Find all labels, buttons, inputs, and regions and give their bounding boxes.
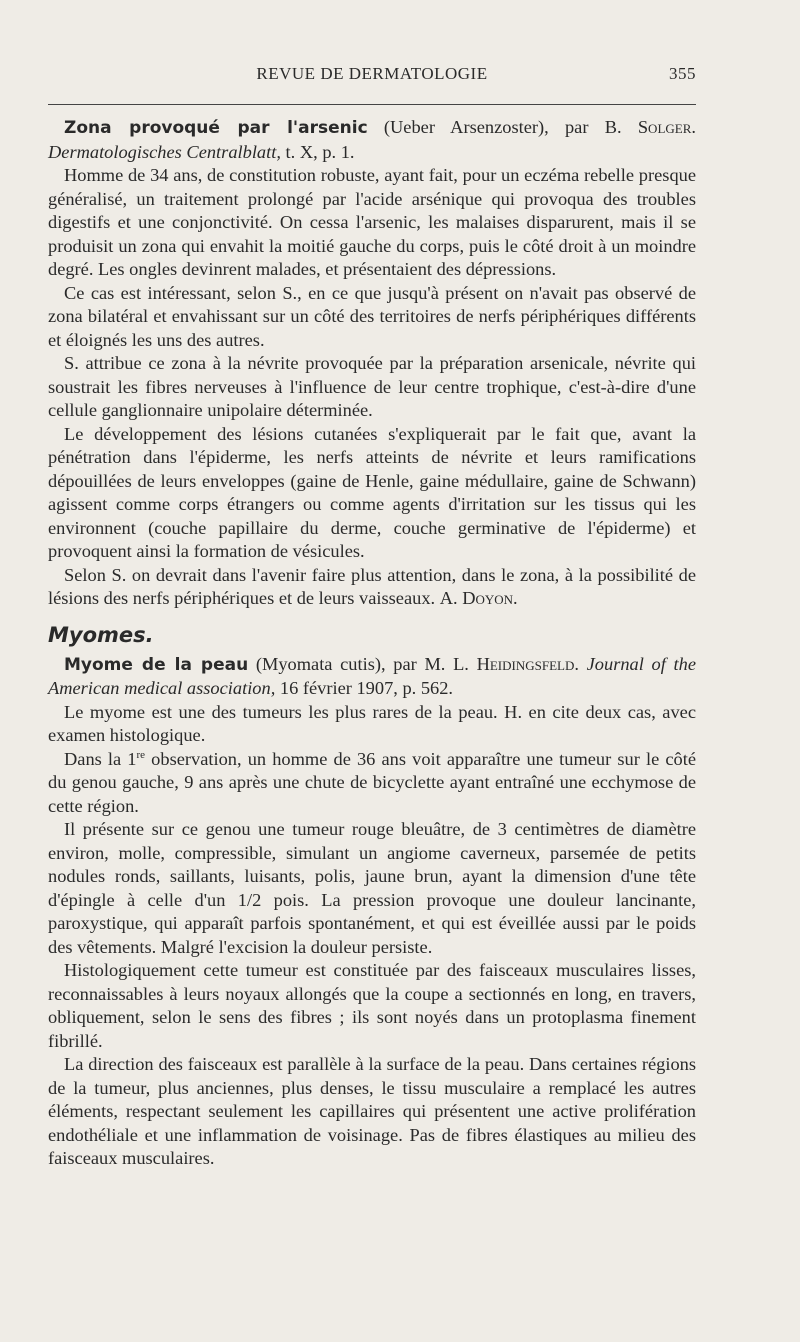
article-1-ref-sep: . (691, 117, 696, 137)
paragraph: Histologiquement cette tumeur est constituée par des faisceaux musculaires lisses, reconnaissables à leurs noyaux allongés que la coupe a sectionnés en long, en travers, obliquement, selon le sens des fibres ; ils sont noyés dans un protoplasma finement fibrillé. (48, 960, 696, 1051)
paragraph: S. attribue ce zona à la névrite provoquée par la préparation arsenicale, névrite qui soustrait les fibres nerveuses à l'influence de leur centre trophique, c'est-à-dire d'une cellule ganglionnaire unipolaire déterminée. (48, 353, 696, 420)
paragraph: Le développement des lésions cutanées s'expliquerait par le fait que, avant la pénétration dans l'épiderme, les nerfs atteints de névrite et leurs ramifications dépouillées de leurs enveloppes (gaine de Henle, gaine médullaire, gaine de Schwann) agissent comme corps étrangers ou comme agents d'irritation sur les tissus qui les environnent (couche papillaire du derme, couche germinative de l'épiderme) et provoquent ainsi la formation de vésicules. (48, 423, 696, 561)
signature: A. Doyon. (439, 588, 518, 608)
running-header (48, 64, 696, 90)
article-1-reference (48, 116, 696, 164)
body-text (48, 116, 696, 1171)
article-2-author: Heidingsfeld (476, 653, 575, 674)
section-heading: Myomes. (48, 622, 154, 647)
article-1-ref-tail: t. X, p. 1. (280, 141, 355, 162)
article-2-reference (48, 653, 696, 701)
article-1-ref-text: (Ueber Arsenzoster), par B. (367, 117, 638, 137)
paragraph: Ce cas est intéressant, selon S., en ce que jusqu'à présent on n'avait pas observé de zona bilatéral et envahissant sur un côté des territoires de nerfs périphériques différents et éloignés les uns des autres. (48, 282, 696, 350)
paragraph (48, 748, 696, 819)
paragraph: Homme de 34 ans, de constitution robuste, ayant fait, pour un eczéma rebelle presque généralisé, un traitement prolongé par l'acide arsénique qui provoqua des troubles digestifs et une conjonctivité. On cessa l'arsenic, les malaises disparurent, mais il se produisit un zona qui envahit la moitié gauche du corps, puis le côté droit à un moindre degré. Les ongles devinrent malades, et présentaient des dépressions. (48, 165, 696, 279)
paragraph-text: Dans la 1 (64, 748, 137, 769)
header-rule (48, 104, 696, 105)
paragraph: Le myome est une des tumeurs les plus rares de la peau. H. en cite deux cas, avec examen histologique. (48, 701, 696, 745)
ordinal-superscript: re (136, 748, 146, 761)
paragraph: La direction des faisceaux est parallèle à la surface de la peau. Dans certaines régions de la tumeur, plus anciennes, plus denses, le tissu musculaire a remplacé les autres éléments, respectant seulement les capillaires qui présentent une active prolifération endothéliale et une inflammation de voisinage. Pas de fibres élastiques au milieu des faisceaux musculaires. (48, 1054, 696, 1168)
article-1-title: Zona provoqué par l'arsenic (64, 118, 368, 138)
paragraph-text: Selon S. on devrait dans l'avenir faire plus attention, dans le zona, à la possibilité de lésions des nerfs périphériques et de leurs vaisseaux. (48, 564, 696, 608)
paragraph: Il présente sur ce genou une tumeur rouge bleuâtre, de 3 centimètres de diamètre environ, molle, compressible, simulant un angiome caverneux, parsemée de petits nodules ronds, saillants, luisants, polis, jaune brun, ayant la dimension d'une tête d'épingle à celle d'un 1/2 pois. La pression provoque une douleur lancinante, paroxystique, qui apparaît parfois spontanément, et qui est éveillée aussi par le poids des vêtements. Malgré l'excision la douleur persiste. (48, 819, 696, 957)
article-1-author: Solger (637, 117, 692, 137)
article-1-journal: Dermatologisches Centralblatt, (48, 141, 281, 162)
article-2-journal: Journal of the American medical association, (48, 653, 696, 698)
article-2-ref-text: (Myomata cutis), par M. L. (248, 653, 477, 674)
page-number: 355 (669, 64, 696, 83)
article-2-ref-tail: 16 février 1907, p. 562. (275, 678, 454, 698)
journal-header-title: REVUE DE DERMATOLOGIE (256, 64, 488, 83)
article-2-ref-sep: . (574, 653, 587, 674)
paragraph-with-signature (48, 564, 696, 611)
paragraph-text: observation, un homme de 36 ans voit apparaître une tumeur sur le côté du genou gauche, 9 ans après une chute de bicyclette ayant entraîné une ecchymose de cette région. (48, 748, 696, 816)
article-2-title: Myome de la peau (64, 654, 249, 675)
